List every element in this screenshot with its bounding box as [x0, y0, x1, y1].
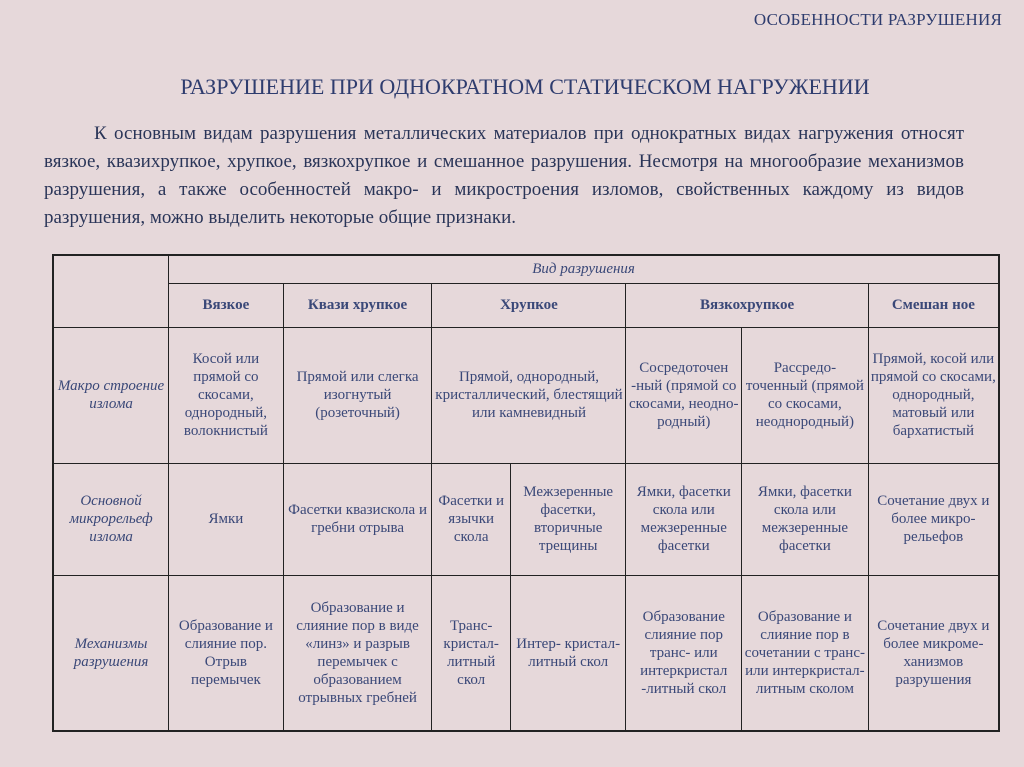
col-header-viscobrittle: Вязкохрупкое [626, 283, 868, 327]
cell-mech-brittle2: Интер- кристал- литный скол [510, 575, 626, 731]
row-label-mech: Механизмы разрушения [53, 575, 169, 731]
cell-micro-brittle1: Фасетки и язычки скола [432, 463, 510, 575]
section-header: ОСОБЕННОСТИ РАЗРУШЕНИЯ [753, 10, 1002, 29]
cell-macro-mixed: Прямой, косой или прямой со скосами, однородный, матовый или бархатистый [868, 327, 999, 463]
cell-micro-brittle2: Межзеренные фасетки, вторичные трещины [510, 463, 626, 575]
cell-mech-viscous: Образование и слияние пор. Отрыв перемычек [169, 575, 284, 731]
cell-macro-viscous: Косой или прямой со скосами, однородный, волокнистый [169, 327, 284, 463]
row-label-micro: Основной микрорельеф излома [53, 463, 169, 575]
cell-micro-vb1: Ямки, фасетки скола или межзеренные фасетки [626, 463, 742, 575]
col-header-brittle: Хрупкое [432, 283, 626, 327]
cell-micro-mixed: Сочетание двух и более микро- рельефов [868, 463, 999, 575]
fracture-types-table [52, 254, 1000, 732]
cell-macro-quasi: Прямой или слегка изогнутый (розеточный) [283, 327, 432, 463]
cell-micro-viscous: Ямки [169, 463, 284, 575]
cell-micro-vb2: Ямки, фасетки скола или межзеренные фасетки [742, 463, 869, 575]
page-title: РАЗРУШЕНИЕ ПРИ ОДНОКРАТНОМ СТАТИЧЕСКОМ НАГРУЖЕНИИ [180, 74, 870, 99]
group-header: Вид разрушения [169, 255, 999, 283]
cell-macro-vb2: Рассредо- точенный (прямой со скосами, неоднородный) [742, 327, 869, 463]
cell-macro-vb1: Сосредоточен -ный (прямой со скосами, неодно- родный) [626, 327, 742, 463]
col-header-viscous: Вязкое [169, 283, 284, 327]
row-label-macro: Макро строение излома [53, 327, 169, 463]
cell-macro-brittle: Прямой, однородный, кристаллический, блестящий или камневидный [432, 327, 626, 463]
corner-cell [53, 255, 169, 327]
col-header-quasi: Квази хрупкое [283, 283, 432, 327]
cell-micro-quasi: Фасетки квазискола и гребни отрыва [283, 463, 432, 575]
cell-mech-brittle1: Транс- кристал- литный скол [432, 575, 510, 731]
intro-paragraph: К основным видам разрушения металлических материалов при однократных видах нагружения относят вязкое, квазихрупкое, хрупкое, вязкохрупкое и смешанное разрушения. Несмотря на многообразие механизмов разрушения, а также особенностей макро- и микростроения изломов, свойственных каждому из видов разрушения, можно выделить некоторые общие признаки. [44, 123, 964, 228]
cell-mech-quasi: Образование и слияние пор в виде «линз» и разрыв перемычек с образованием отрывных гребней [283, 575, 432, 731]
cell-mech-vb1: Образование слияние пор транс- или интеркристал -литный скол [626, 575, 742, 731]
col-header-mixed: Смешан ное [868, 283, 999, 327]
cell-mech-vb2: Образование и слияние пор в сочетании с транс- или интеркристал- литным сколом [742, 575, 869, 731]
cell-mech-mixed: Сочетание двух и более микроме- ханизмов разрушения [868, 575, 999, 731]
